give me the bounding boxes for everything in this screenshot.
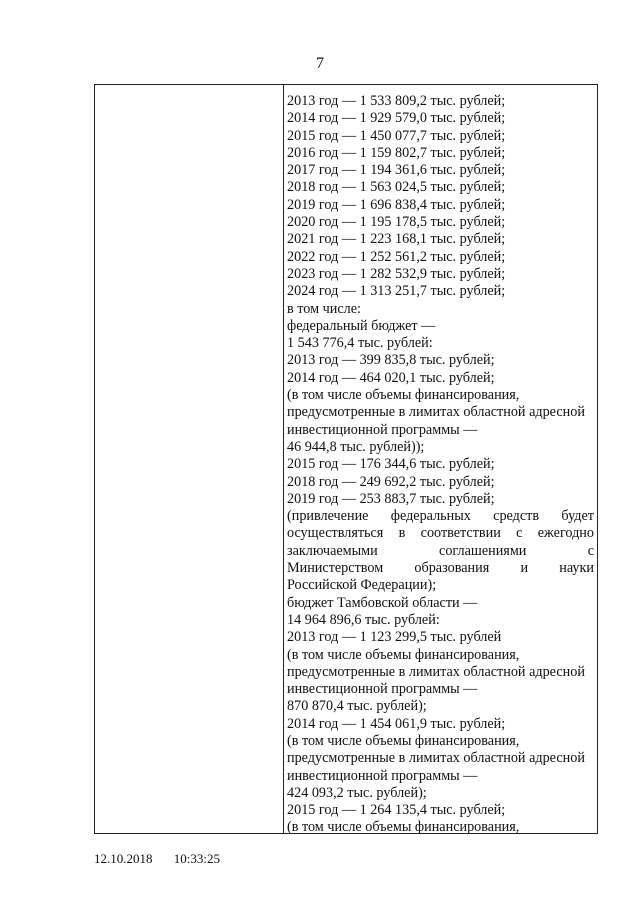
footer-date: 12.10.2018 [94, 851, 153, 866]
text-line: 2021 год — 1 223 168,1 тыс. рублей; [287, 231, 506, 248]
text-line: инвестиционной программы — [287, 421, 478, 438]
text-line: 2024 год — 1 313 251,7 тыс. рублей; [287, 283, 506, 300]
table-right-cell [287, 93, 594, 837]
footer-timestamp [94, 851, 220, 866]
column-divider [283, 85, 284, 833]
text-line: 2020 год — 1 195 178,5 тыс. рублей; [287, 214, 506, 231]
text-line: 46 944,8 тыс. рублей)); [287, 438, 425, 455]
text-line: предусмотренные в лимитах областной адресной [287, 663, 585, 680]
text-line: 2015 год — 176 344,6 тыс. рублей; [287, 456, 495, 473]
footer-time: 10:33:25 [173, 851, 220, 866]
text-line: (в том числе объемы финансирования, [287, 646, 520, 663]
text-line: 2013 год — 1 533 809,2 тыс. рублей; [287, 93, 506, 109]
text-line: (в том числе объемы финансирования, [287, 387, 520, 404]
text-line: в том числе: [287, 300, 361, 317]
text-line: 870 870,4 тыс. рублей); [287, 698, 427, 715]
text-line: 2019 год — 1 696 838,4 тыс. рублей; [287, 196, 506, 213]
text-line: 2013 год — 1 123 299,5 тыс. рублей [287, 629, 502, 646]
text-line: предусмотренные в лимитах областной адресной [287, 750, 585, 767]
text-line: 2018 год — 249 692,2 тыс. рублей; [287, 473, 495, 490]
text-line: бюджет Тамбовской области — [287, 594, 478, 611]
text-line: Российской Федерации); [287, 577, 437, 594]
text-line: предусмотренные в лимитах областной адресной [287, 404, 585, 421]
text-line: 14 964 896,6 тыс. рублей: [287, 611, 440, 628]
text-line: (в том числе объемы финансирования, [287, 819, 520, 836]
text-line: 2014 год — 1 454 061,9 тыс. рублей; [287, 715, 506, 732]
text-line: 2014 год — 464 020,1 тыс. рублей; [287, 369, 495, 386]
text-line: 2022 год — 1 252 561,2 тыс. рублей; [287, 248, 506, 265]
text-line: 2016 год — 1 159 802,7 тыс. рублей; [287, 144, 506, 161]
text-line: 2014 год — 1 929 579,0 тыс. рублей; [287, 110, 506, 127]
text-line: (в том числе объемы финансирования, [287, 732, 520, 749]
text-line: 2019 год — 253 883,7 тыс. рублей; [287, 490, 495, 507]
text-line: 2023 год — 1 282 532,9 тыс. рублей; [287, 265, 506, 282]
text-line: 2018 год — 1 563 024,5 тыс. рублей; [287, 179, 506, 196]
text-line: 2017 год — 1 194 361,6 тыс. рублей; [287, 162, 506, 179]
text-line: 1 543 776,4 тыс. рублей: [287, 335, 433, 352]
text-line: Министерством образования и науки [287, 560, 594, 577]
text-line: 2015 год — 1 264 135,4 тыс. рублей; [287, 802, 506, 819]
text-line: (привлечение федеральных средств будет [287, 508, 594, 525]
document-table [94, 84, 598, 834]
page-number: 7 [316, 55, 324, 72]
table-left-cell [95, 85, 283, 833]
text-line: инвестиционной программы — [287, 681, 478, 698]
text-line: 424 093,2 тыс. рублей); [287, 784, 427, 801]
text-line: 2015 год — 1 450 077,7 тыс. рублей; [287, 127, 506, 144]
text-line: федеральный бюджет — [287, 317, 436, 334]
text-line: 2013 год — 399 835,8 тыс. рублей; [287, 352, 495, 369]
text-line: заключаемыми соглашениями с [287, 542, 594, 559]
text-line: инвестиционной программы — [287, 767, 478, 784]
text-line: осуществляться в соответствии с ежегодно [287, 525, 594, 542]
